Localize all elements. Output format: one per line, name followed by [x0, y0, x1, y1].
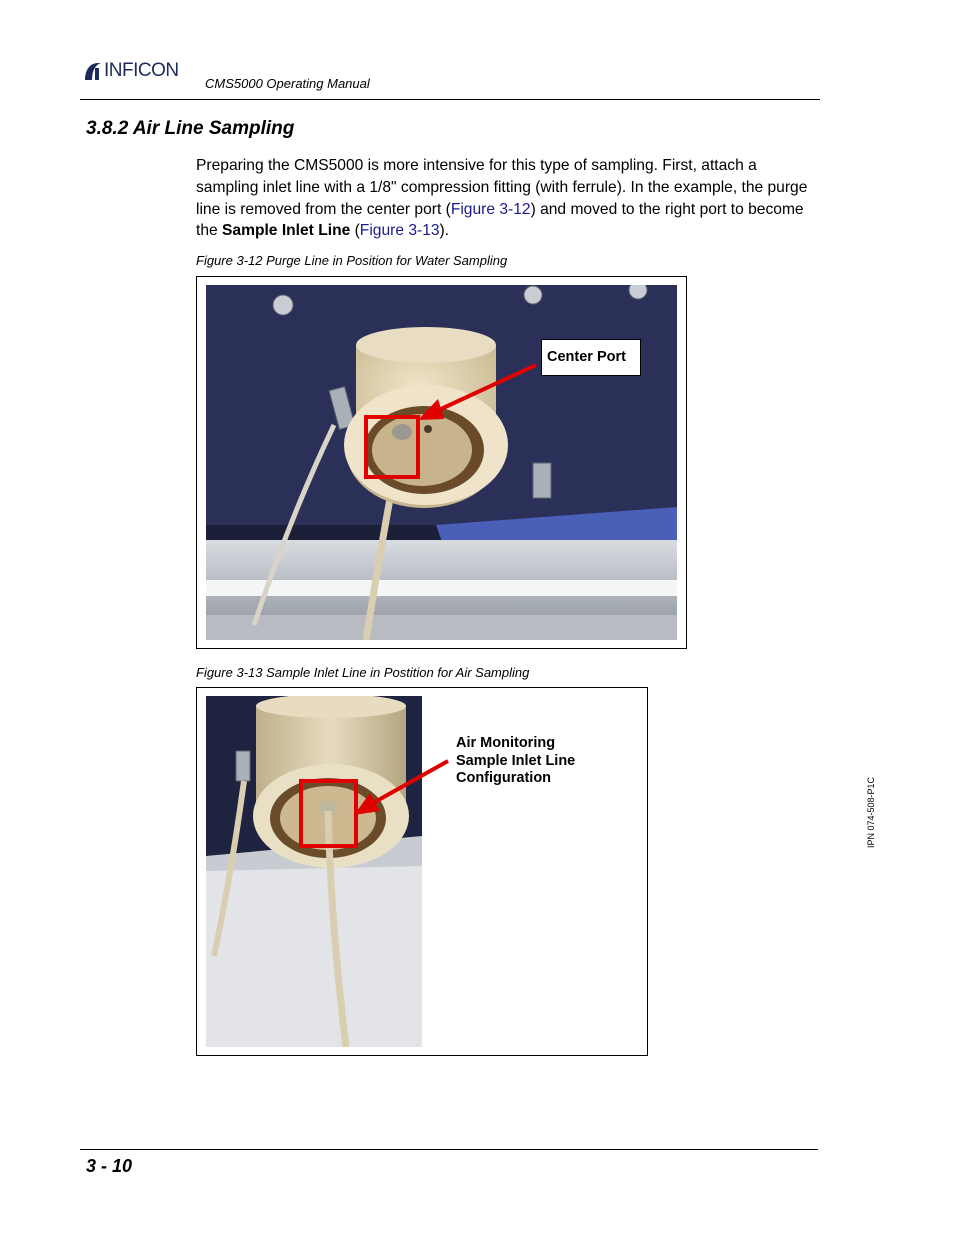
sample-inlet-line-term: Sample Inlet Line	[222, 222, 351, 240]
page-number: 3 - 10	[86, 1156, 133, 1176]
inficon-logo	[82, 58, 197, 84]
para-text: Preparing the CMS5000 is more intensive for this type of sampling. First, attach a sampling inlet line with a 1/8" compression fitting (with ferrule). In the example, the purge line is removed from the center port (	[196, 157, 808, 218]
callout-line: Sample Inlet Line	[456, 752, 576, 769]
para-text: ) and moved to the right port to become the	[196, 200, 804, 240]
para-text: ).	[439, 222, 450, 240]
logo-text: INFICON	[104, 60, 179, 81]
figure-3-12-link[interactable]: Figure 3-12	[450, 200, 531, 218]
para-text: (	[350, 222, 360, 240]
body-paragraph	[196, 155, 820, 242]
figure-3-13-caption: Figure 3-13 Sample Inlet Line in Postition for Air Sampling	[196, 665, 530, 680]
callout-line: Air Monitoring	[456, 735, 556, 751]
callout-arrow-icon	[340, 755, 450, 825]
logo-mark-icon	[82, 60, 104, 82]
center-port-callout: Center Port	[541, 339, 641, 376]
callout-line: Configuration	[456, 770, 552, 786]
figure-3-12-caption: Figure 3-12 Purge Line in Position for Water Sampling	[196, 253, 508, 268]
document-ipn: IPN 074-508-P1C	[866, 776, 876, 848]
section-heading: 3.8.2 Air Line Sampling	[86, 118, 295, 139]
figure-3-13-link[interactable]: Figure 3-13	[359, 222, 440, 240]
document-title: CMS5000 Operating Manual	[205, 76, 370, 91]
header-divider	[80, 99, 820, 100]
figure-3-13-photo	[206, 696, 422, 1047]
footer-divider	[80, 1149, 818, 1150]
air-monitoring-callout	[456, 735, 636, 788]
